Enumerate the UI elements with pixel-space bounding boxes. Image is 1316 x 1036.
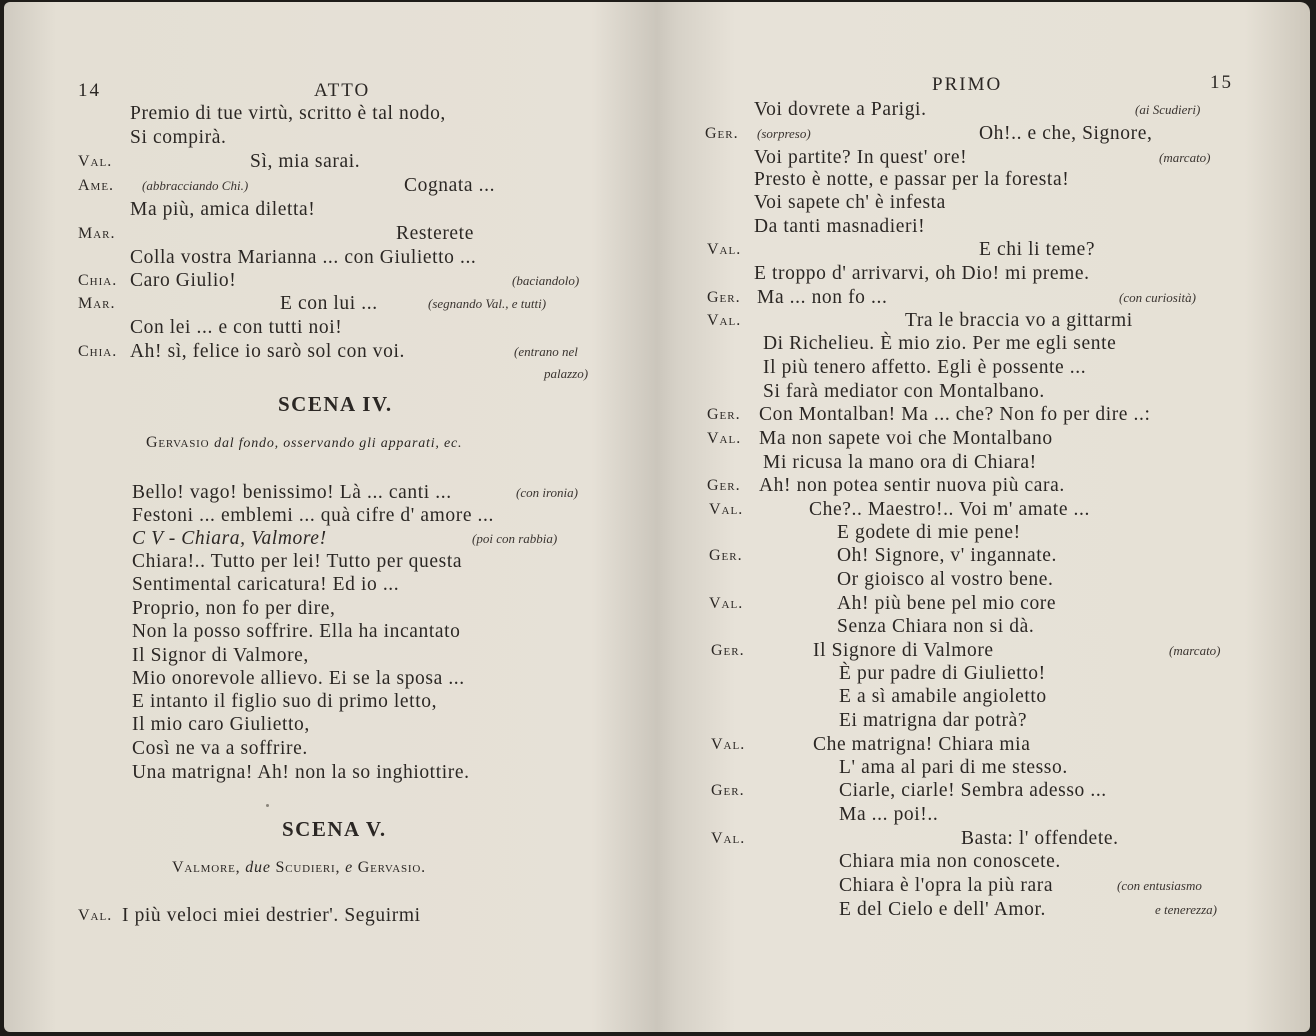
speaker-label: Ger.: [705, 125, 739, 142]
verse-line: Caro Giulio!: [130, 270, 237, 291]
verse-line: È pur padre di Giulietto!: [839, 663, 1046, 684]
speaker-label: Chia.: [78, 343, 118, 360]
verse-line: Or gioisco al vostro bene.: [837, 569, 1054, 590]
verse-line: Chiara è l'opra la più rara: [839, 875, 1054, 896]
verse-line: E a sì amabile angioletto: [839, 686, 1047, 707]
scene-characters: [172, 859, 426, 877]
character-name: Gervasio.: [357, 859, 426, 876]
verse-line: Si farà mediator con Montalbano.: [763, 381, 1045, 402]
scene-characters: [146, 434, 462, 452]
verse-line: Basta: l' offendete.: [961, 828, 1119, 849]
right-page: [667, 2, 1310, 1032]
verse-line: Da tanti masnadieri!: [754, 216, 926, 237]
verse-line: Ei matrigna dar potrà?: [839, 710, 1028, 731]
speaker-label: Val.: [78, 907, 113, 924]
verse-line: Il più tenero affetto. Egli è possente ...: [763, 357, 1087, 378]
book-spread: [4, 2, 1310, 1032]
stage-direction: palazzo): [544, 366, 589, 381]
verse-line: Con lei ... e con tutti noi!: [130, 317, 343, 338]
stage-direction: (marcato): [1159, 150, 1211, 165]
scene-heading: SCENA IV.: [278, 392, 393, 416]
stage-direction: (con curiosità): [1119, 290, 1196, 305]
verse-line: Bello! vago! benissimo! Là ... canti ...: [132, 482, 452, 503]
verse-line: Di Richelieu. È mio zio. Per me egli sente: [763, 333, 1117, 354]
verse-line: Voi sapete ch' è infesta: [754, 192, 946, 213]
verse-line: E troppo d' arrivarvi, oh Dio! mi preme.: [754, 263, 1090, 284]
verse-line: Che?.. Maestro!.. Voi m' amate ...: [809, 499, 1090, 520]
stage-direction: (marcato): [1169, 643, 1221, 658]
speaker-label: Ger.: [707, 477, 741, 494]
verse-line: Il mio caro Giulietto,: [132, 714, 310, 735]
character-name: Scudieri,: [275, 859, 341, 876]
verse-line: Festoni ... emblemi ... quà cifre d' amore ...: [132, 505, 494, 526]
verse-line: I più veloci miei destrier'. Seguirmi: [122, 905, 421, 926]
scene-heading: SCENA V.: [282, 817, 387, 841]
verse-line: Con Montalban! Ma ... che? Non fo per dire ..:: [759, 404, 1151, 425]
verse-line: Chiara mia non conoscete.: [839, 851, 1061, 872]
speaker-label: Mar.: [78, 295, 116, 312]
stage-direction: (sorpreso): [757, 126, 811, 141]
speaker-label: Ger.: [711, 642, 745, 659]
speaker-label: Mar.: [78, 225, 116, 242]
speaker-label: Chia.: [78, 272, 118, 289]
verse-line: Ah! più bene pel mio core: [837, 593, 1057, 614]
verse-line: Non la posso soffrire. Ella ha incantato: [132, 621, 461, 642]
verse-line: Mi ricusa la mano ora di Chiara!: [763, 452, 1037, 473]
stage-direction: (ai Scudieri): [1135, 102, 1201, 117]
stage-direction: (baciandolo): [512, 273, 580, 288]
verse-line: Il Signore di Valmore: [813, 640, 994, 661]
character-name: Gervasio: [146, 434, 210, 451]
verse-line: Ah! sì, felice io sarò sol con voi.: [130, 341, 405, 362]
stage-direction: (con entusiasmo: [1117, 878, 1202, 893]
verse-line: C V - Chiara, Valmore!: [132, 528, 327, 549]
stage-direction: e tenerezza): [1155, 902, 1217, 917]
speaker-label: Val.: [709, 501, 744, 518]
verse-line: E con lui ...: [280, 293, 378, 314]
verse-line: Ah! non potea sentir nuova più cara.: [759, 475, 1065, 496]
verse-line: Cognata ...: [404, 175, 496, 196]
stage-direction: (abbracciando Chi.): [142, 178, 249, 193]
verse-line: Proprio, non fo per dire,: [132, 598, 336, 619]
scene-connector: e: [345, 859, 353, 876]
left-page: [4, 2, 667, 1032]
speaker-label: Val.: [707, 241, 742, 258]
verse-line: Ciarle, ciarle! Sembra adesso ...: [839, 780, 1107, 801]
verse-line: Una matrigna! Ah! non la so inghiottire.: [132, 762, 470, 783]
speaker-label: Ame.: [78, 177, 115, 194]
speaker-label: Ger.: [707, 406, 741, 423]
verse-line: Premio di tue virtù, scritto è tal nodo,: [130, 103, 446, 124]
verse-line: E chi li teme?: [979, 239, 1096, 260]
verse-line: Ma più, amica diletta!: [130, 199, 316, 220]
verse-line: Che matrigna! Chiara mia: [813, 734, 1031, 755]
scene-connector: due: [245, 859, 271, 876]
page-number: 14: [78, 80, 101, 101]
scene-direction: dal fondo, osservando gli apparati, ec.: [214, 436, 463, 451]
verse-line: Ma non sapete voi che Montalbano: [759, 428, 1053, 449]
stage-direction: (entrano nel: [514, 344, 578, 359]
verse-line: Voi dovrete a Parigi.: [754, 99, 927, 120]
verse-line: E del Cielo e dell' Amor.: [839, 899, 1046, 920]
verse-line: Il Signor di Valmore,: [132, 645, 309, 666]
verse-line: Chiara!.. Tutto per lei! Tutto per questa: [132, 551, 463, 572]
stage-direction: (segnando Val., e tutti): [428, 296, 547, 311]
verse-line: E intanto il figlio suo di primo letto,: [132, 691, 438, 712]
speaker-label: Ger.: [707, 289, 741, 306]
verse-line: E godete di mie pene!: [837, 522, 1021, 543]
verse-line: Si compirà.: [130, 127, 227, 148]
speaker-label: Val.: [711, 736, 746, 753]
verse-line: Così ne va a soffrire.: [132, 738, 308, 759]
running-head: ATTO: [314, 80, 371, 101]
speaker-label: Val.: [707, 430, 742, 447]
verse-line: Sentimental caricatura! Ed io ...: [132, 574, 400, 595]
speaker-label: Ger.: [711, 782, 745, 799]
running-head: PRIMO: [932, 74, 1003, 95]
verse-line: Mio onorevole allievo. Ei se la sposa ...: [132, 668, 465, 689]
verse-line: Tra le braccia vo a gittarmi: [905, 310, 1133, 331]
page-number: 15: [1210, 72, 1233, 93]
speaker-label: Val.: [709, 595, 744, 612]
verse-line: Senza Chiara non si dà.: [837, 616, 1035, 637]
verse-line: Colla vostra Marianna ... con Giulietto ...: [130, 247, 477, 268]
verse-line: Sì, mia sarai.: [250, 151, 361, 172]
verse-line: Ma ... non fo ...: [757, 287, 888, 308]
character-name: Valmore,: [172, 859, 241, 876]
verse-line: Oh! Signore, v' ingannate.: [837, 545, 1058, 566]
stage-direction: (poi con rabbia): [472, 531, 558, 546]
verse-line: Voi partite? In quest' ore!: [754, 147, 968, 168]
speaker-label: Ger.: [709, 547, 743, 564]
speaker-label: Val.: [711, 830, 746, 847]
stage-direction: (con ironia): [516, 485, 578, 500]
speaker-label: Val.: [78, 153, 113, 170]
verse-line: Resterete: [396, 223, 474, 244]
speaker-label: Val.: [707, 312, 742, 329]
verse-line: Oh!.. e che, Signore,: [979, 123, 1153, 144]
verse-line: Ma ... poi!..: [839, 804, 939, 825]
ink-speck: [266, 804, 269, 807]
verse-line: L' ama al pari di me stesso.: [839, 757, 1068, 778]
verse-line: Presto è notte, e passar per la foresta!: [754, 169, 1070, 190]
